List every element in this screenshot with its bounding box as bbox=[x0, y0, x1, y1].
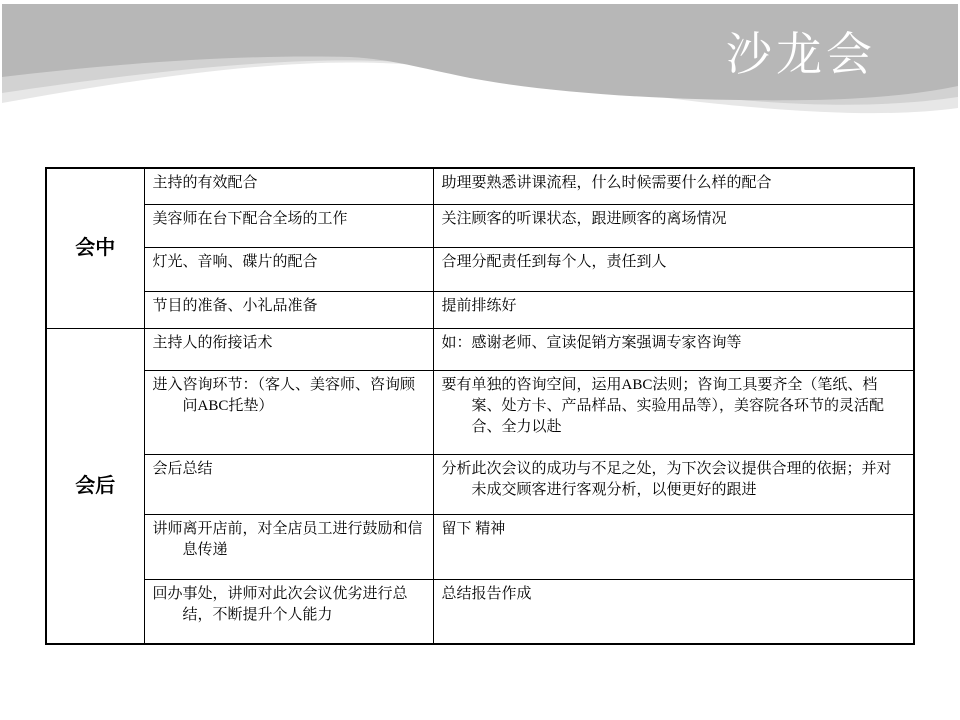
table-cell-item: 灯光、音响、碟片的配合 bbox=[144, 247, 433, 291]
table-cell-detail: 关注顾客的听课状态，跟进顾客的离场情况 bbox=[433, 204, 914, 247]
group-label-after-meeting: 会后 bbox=[46, 328, 144, 644]
group-label-during-meeting: 会中 bbox=[46, 168, 144, 328]
table-cell-item: 节目的准备、小礼品准备 bbox=[144, 291, 433, 328]
table-cell-detail: 留下 精神 bbox=[433, 514, 914, 579]
salon-meeting-table bbox=[45, 167, 915, 645]
table-cell-item: 美容师在台下配合全场的工作 bbox=[144, 204, 433, 247]
table-cell-item: 讲师离开店前，对全店员工进行鼓励和信息传递 bbox=[144, 514, 433, 579]
table-cell-detail: 提前排练好 bbox=[433, 291, 914, 328]
table-cell-detail: 助理要熟悉讲课流程，什么时候需要什么样的配合 bbox=[433, 168, 914, 204]
table-cell-detail: 要有单独的咨询空间，运用ABC法则；咨询工具要齐全（笔纸、档案、处方卡、产品样品、实验用品等），美容院各环节的灵活配合、全力以赴 bbox=[433, 370, 914, 454]
table-cell-item: 进入咨询环节：（客人、美容师、咨询顾问ABC托垫） bbox=[144, 370, 433, 454]
table-cell-detail: 分析此次会议的成功与不足之处，为下次会议提供合理的依据；并对未成交顾客进行客观分析，以便更好的跟进 bbox=[433, 454, 914, 514]
slide-title: 沙龙会 bbox=[726, 28, 876, 80]
table-cell-item: 主持的有效配合 bbox=[144, 168, 433, 204]
table-cell-item: 会后总结 bbox=[144, 454, 433, 514]
table-container bbox=[45, 167, 915, 645]
table-cell-detail: 如：感谢老师、宣读促销方案强调专家咨询等 bbox=[433, 328, 914, 370]
table-cell-item: 回办事处，讲师对此次会议优劣进行总结，不断提升个人能力 bbox=[144, 579, 433, 644]
table-cell-detail: 总结报告作成 bbox=[433, 579, 914, 644]
table-cell-item: 主持人的衔接话术 bbox=[144, 328, 433, 370]
table-cell-detail: 合理分配责任到每个人，责任到人 bbox=[433, 247, 914, 291]
